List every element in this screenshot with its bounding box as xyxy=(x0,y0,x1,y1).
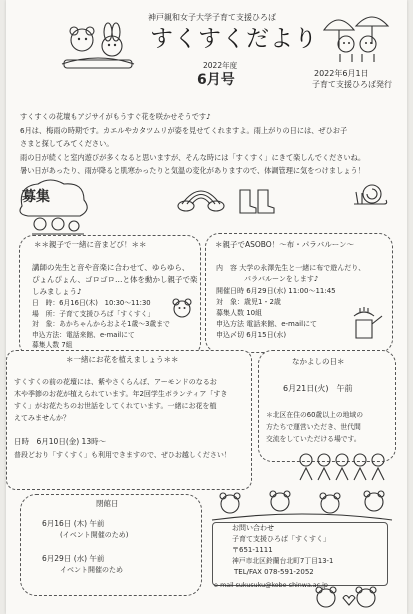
contact-postal: 〒651-1111 xyxy=(232,546,273,554)
closed-days-box xyxy=(20,494,202,596)
children-row-illustration xyxy=(296,450,390,484)
nakayoshi-box xyxy=(258,350,396,462)
event-balloon-detail: 募集人数 10組 xyxy=(216,309,263,317)
umbrella-kids-illustration xyxy=(318,8,394,64)
rainbow-cloud-illustration xyxy=(176,180,226,214)
issue-date: 2022年6月1日 xyxy=(314,69,369,78)
event-flowers-title: ＊一緒にお花を植えましょう＊＊ xyxy=(66,355,179,364)
newsletter-title: すくすくだより xyxy=(150,26,318,52)
event-music-detail: 申込方法：電話来館、e-mailにて xyxy=(32,330,135,339)
intro-line: すくすくの花壇もアジサイがもうすぐ花を咲かせそうです♪ xyxy=(20,112,211,121)
event-music-desc-line: ぴょんぴょん、ゴロゴロ…と体を動かし親子で楽 xyxy=(32,275,198,284)
closed-days-title: 閉館日 xyxy=(96,499,119,508)
intro-line: 雨の日が続くと室内遊びが多くなると思いますが、そんな時には「すくすく」にきて楽しんでくださいね。 xyxy=(20,152,366,162)
boshu-label: 募集 xyxy=(22,189,50,205)
intro-line: 暑い日があったり、雨が降ると肌寒かったりと気温の変化がありますので、体調管理に気をつけましょう！ xyxy=(20,166,365,175)
rain-boots-illustration xyxy=(236,186,278,216)
event-flowers-desc-line: すく」がお花たちのお世話をしてくれています。一緒にお花を植 xyxy=(14,402,217,410)
event-flowers-description xyxy=(14,376,227,424)
event-flowers-note: 普段どおり「すくすく」も利用できますので、ぜひお越しください！ xyxy=(14,451,231,459)
event-balloon-description xyxy=(216,263,365,285)
nakayoshi-title: なかよしの日＊ xyxy=(292,357,345,366)
event-balloon-detail: 対 象：歳児1・2歳 xyxy=(216,298,281,306)
event-music-desc-line: 講師の先生と音や音楽に合わせて、ゆらゆら、 xyxy=(32,263,190,272)
event-music-desc-line: しみましょう♪ xyxy=(32,287,82,296)
animals-basket-illustration xyxy=(210,488,394,524)
event-balloon-details xyxy=(216,286,336,341)
event-flowers-date: 日時 6月10日(金) 13時～ xyxy=(14,437,107,446)
contact-name: 子育て支援ひろば「すくすく」 xyxy=(232,535,330,543)
bears-heart-illustration xyxy=(310,584,386,612)
closed-day-reason: イベント開催のため xyxy=(60,566,123,574)
nakayoshi-description xyxy=(266,409,363,445)
contact-title: お問い合わせ xyxy=(232,524,274,532)
nakayoshi-date: 6月21日(火) 午前 xyxy=(283,384,353,393)
organization-name: 神戸親和女子大学子育て支援ひろば xyxy=(148,13,276,22)
closed-day-date: 6月16日 (木) 午前 xyxy=(42,519,105,528)
event-flowers-desc-line: 木や季節のお花が植えられています。年2回学生ボランティア「すき xyxy=(14,390,228,398)
event-music-title: ＊＊親子で一緒に音まどび！＊＊ xyxy=(34,240,147,249)
event-balloon-detail: 開催日時 6月29日(水) 11:00～11:45 xyxy=(216,287,336,295)
issue-month: 6月号 xyxy=(197,72,235,88)
closed-day-reason: (イベント開催のため) xyxy=(60,531,129,539)
event-music-detail: 場 所：子育て支援ひろば「すくすく」 xyxy=(32,309,155,318)
event-flowers-desc-line: すくすくの前の花壇には、紫やさくらんぼ、アーモンドのなるお xyxy=(14,378,217,386)
event-balloon-detail: 申込〆切 6月15日(水) xyxy=(216,331,287,339)
event-music-detail: 募集人数 7組 xyxy=(32,341,73,349)
snail-illustration xyxy=(350,180,390,210)
event-music-detail: 日 時：6月16日(木) 10:30～11:30 xyxy=(32,299,151,307)
closed-day-date: 6月29日 (水) 午前 xyxy=(42,554,105,563)
intro-text xyxy=(20,110,395,178)
event-balloon-desc-line: 内 容 大学の永澤先生と一緒に布で遊んだり、 xyxy=(216,264,366,272)
contact-address: 神戸市北区鈴蘭台北町7丁目13-1 xyxy=(232,557,334,565)
event-balloon-title: ＊親子でASOBO！～布・パラバルーン～ xyxy=(215,240,355,249)
event-music-detail: 対 象：あかちゃんからおよそ1歳～3歳まで xyxy=(32,320,170,328)
boshu-tree-illustration xyxy=(14,178,94,238)
header-animals-illustration xyxy=(58,20,138,72)
intro-line: さまと探してみてください。 xyxy=(20,139,114,148)
contact-email[interactable]: e-mail sukusuku@kobe-shinwa.ac.jp xyxy=(214,582,328,589)
event-music-details xyxy=(32,298,170,351)
event-music-description xyxy=(32,262,197,298)
bear-icon xyxy=(170,295,194,321)
watering-can-icon xyxy=(350,306,384,342)
fiscal-year: 2022年度 xyxy=(203,61,238,70)
intro-line: 6月は、梅雨の時期です。カエルやカタツムリが姿を見せてくれますよ。雨上がりの日には、ぜひお子 xyxy=(20,125,348,135)
event-flowers-desc-line: えてみませんか？ xyxy=(14,414,70,422)
contact-tel: TEL/FAX 078-591-2052 xyxy=(234,568,314,576)
nakayoshi-desc-line: 交流をしていただける場です。 xyxy=(266,435,361,443)
event-balloon-desc-line: パラバルーンをします♪ xyxy=(216,275,319,283)
event-balloon-detail: 申込方法 電話来館、e-mailにて xyxy=(216,320,318,328)
nakayoshi-desc-line: ＊北区在住の60歳以上の地域の xyxy=(266,411,364,419)
publisher: 子育て支援ひろば発行 xyxy=(312,80,392,89)
nakayoshi-desc-line: 方たちで運営いただき、世代間 xyxy=(266,423,361,431)
